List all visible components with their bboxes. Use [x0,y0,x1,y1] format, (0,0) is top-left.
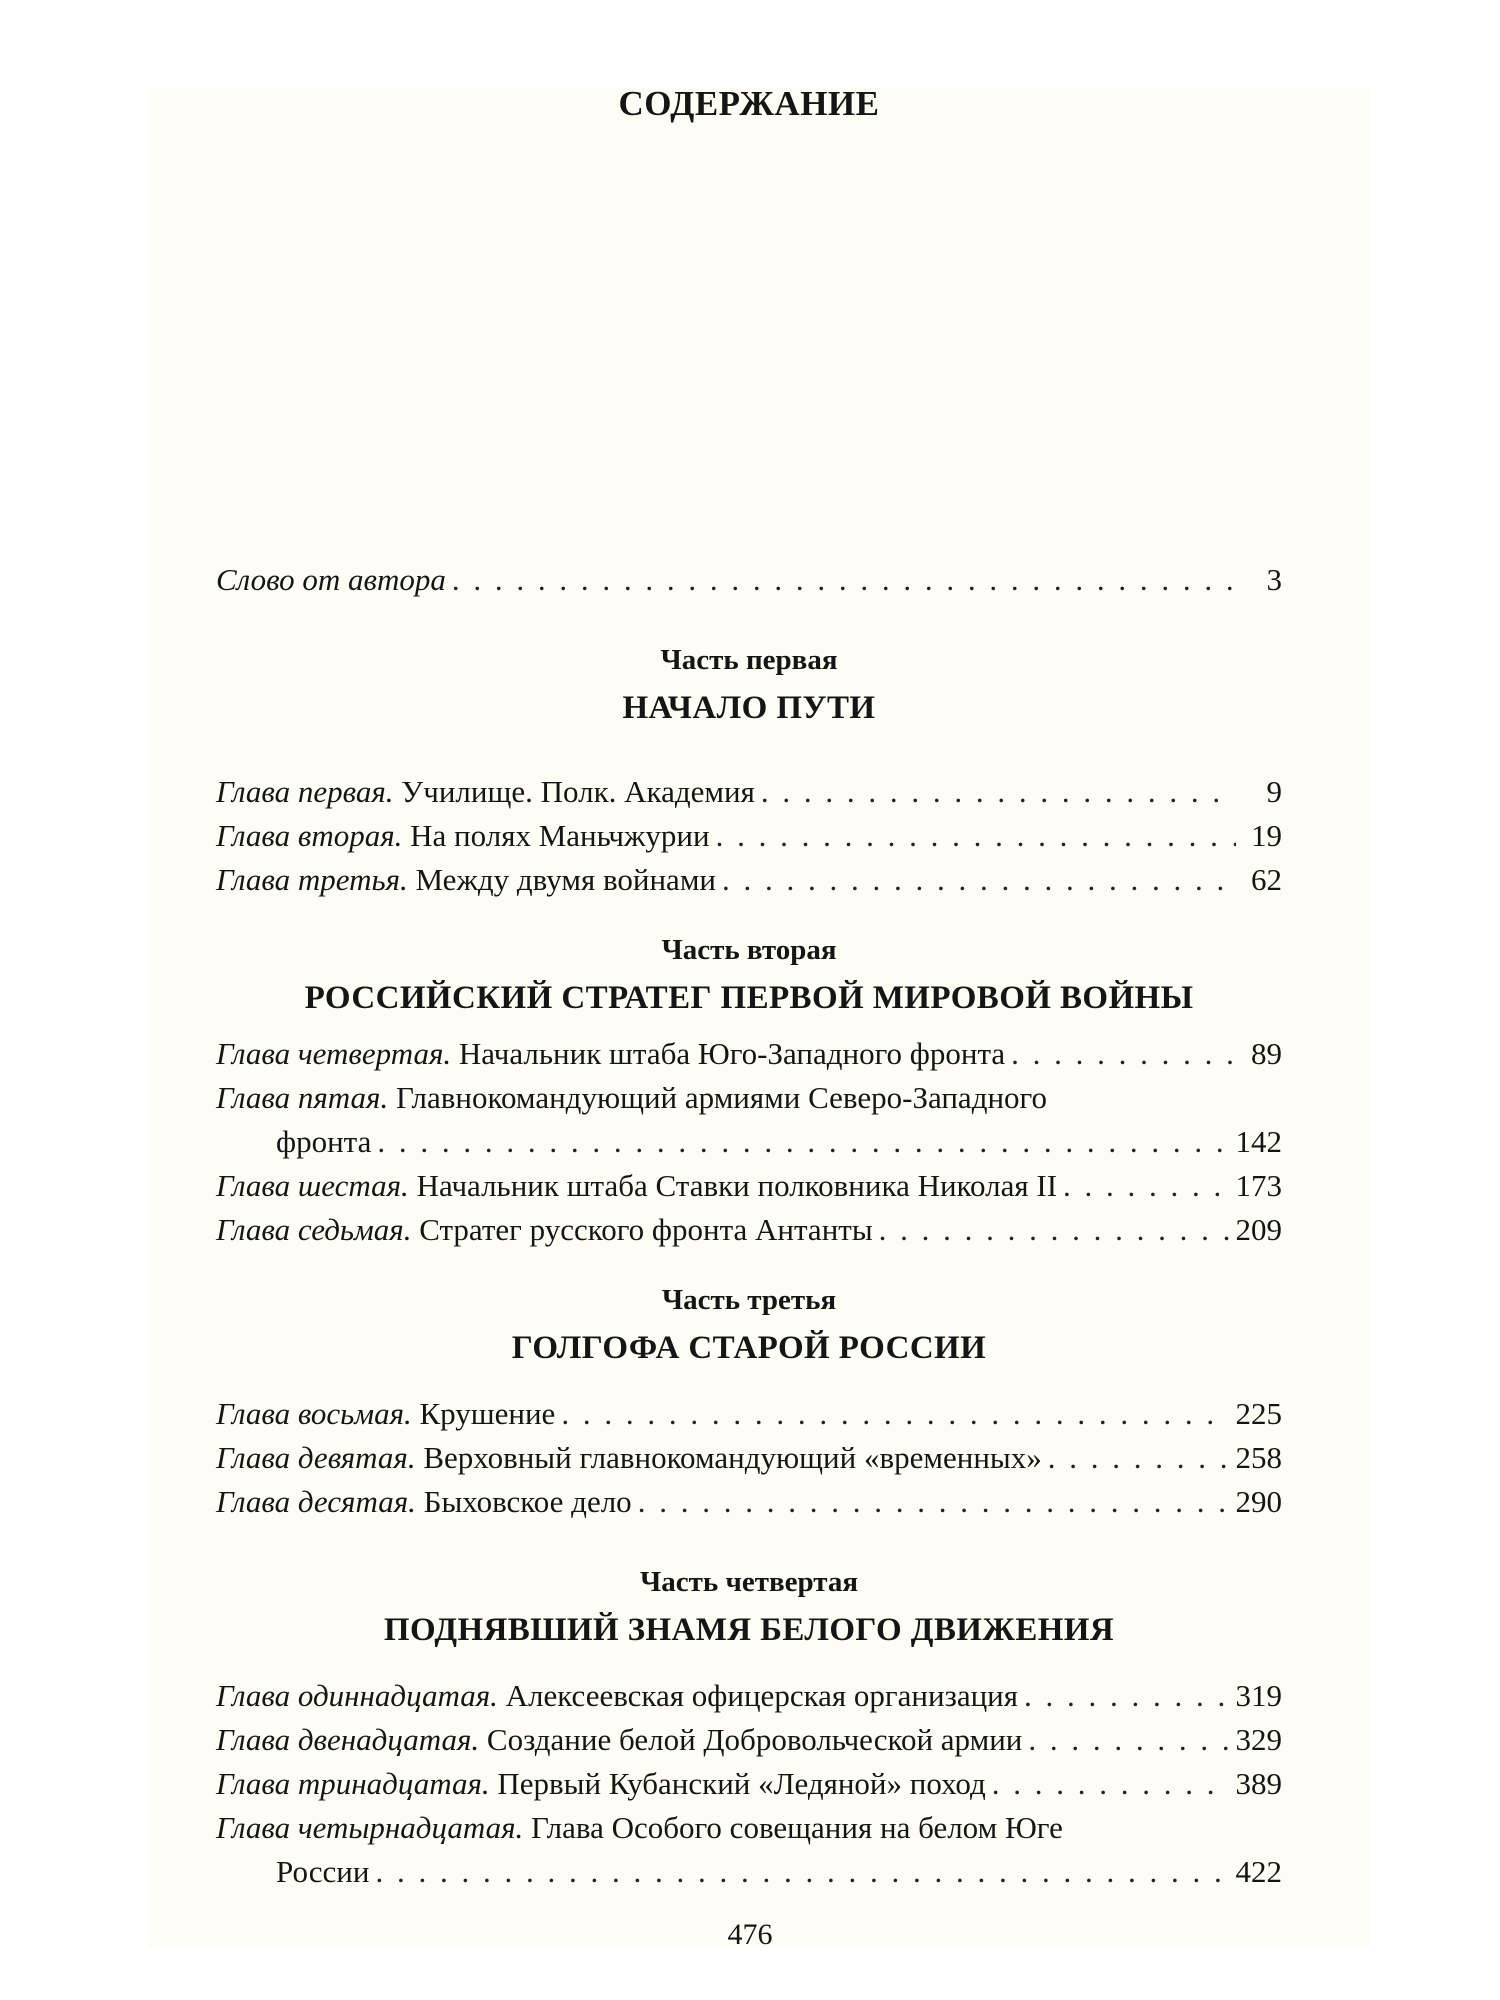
part-title: ПОДНЯВШИЙ ЗНАМЯ БЕЛОГО ДВИЖЕНИЯ [383,1612,1115,1648]
chapter-title-cont: России [276,1854,370,1889]
page-ref: 389 [1235,1766,1282,1801]
chapter-title: Главнокомандующий армиями Северо-Западного [395,1080,1047,1115]
page-ref: 62 [1251,862,1282,897]
page-ref: 329 [1235,1722,1282,1757]
leader-dots [1063,1164,1229,1208]
chapter-title: Крушение [419,1396,556,1431]
toc-entry[interactable] [216,1436,1282,1480]
table-of-contents [216,80,1282,1894]
chapter-title: На полях Маньчжурии [410,818,710,853]
chapter-label: Глава шестая. [216,1168,409,1203]
toc-entry[interactable] [216,1392,1282,1436]
chapter-title-cont: фронта [276,1124,372,1159]
chapter-title: Глава Особого совещания на белом Юге [531,1810,1063,1845]
toc-entry[interactable] [216,1480,1282,1524]
toc-entry-continuation[interactable] [216,1120,1282,1164]
toc-entry-first-line[interactable] [216,1806,1282,1850]
leader-dots [761,770,1236,814]
leader-dots [638,1480,1230,1524]
page-title: СОДЕРЖАНИЕ [618,84,880,123]
part-title: ГОЛГОФА СТАРОЙ РОССИИ [511,1330,987,1366]
page-ref: 173 [1235,1168,1282,1203]
chapter-label: Глава четырнадцатая. [216,1810,524,1845]
chapter-label: Глава восьмая. [216,1396,412,1431]
chapter-title: Быховское дело [423,1484,632,1519]
chapter-label: Глава седьмая. [216,1212,412,1247]
page-number: 476 [727,1918,773,1951]
chapter-label: Глава вторая. [216,818,403,853]
chapter-label: Глава девятая. [216,1440,416,1475]
leader-dots [377,1120,1229,1164]
chapter-title: Училище. Полк. Академия [401,774,755,809]
chapter-title: Создание белой Добровольческой армии [486,1722,1023,1757]
toc-entry[interactable] [216,814,1282,858]
leader-dots [879,1208,1230,1252]
toc-entry[interactable] [216,1032,1282,1076]
chapter-title: Между двумя войнами [415,862,717,897]
part-title: НАЧАЛО ПУТИ [622,690,876,726]
leader-dots [992,1762,1230,1806]
page-ref: 89 [1251,1036,1282,1071]
page-ref: 290 [1235,1484,1282,1519]
chapter-label: Глава тринадцатая. [216,1766,490,1801]
leader-dots [722,858,1236,902]
chapter-title: Начальник штаба Юго-Западного фронта [458,1036,1006,1071]
page-ref: 258 [1235,1440,1282,1475]
page-ref: 9 [1266,774,1282,809]
leader-dots [1048,1436,1230,1480]
toc-entry-continuation[interactable] [216,1850,1282,1894]
toc-entry[interactable] [216,1164,1282,1208]
toc-entry[interactable] [216,1762,1282,1806]
toc-entry[interactable] [216,1718,1282,1762]
part-label: Часть вторая [661,934,837,966]
toc-entry[interactable] [216,858,1282,902]
chapter-title: Алексеевская офицерская организация [505,1678,1019,1713]
toc-entry-foreword[interactable] [216,558,1282,602]
chapter-title: Стратег русского фронта Антанты [419,1212,873,1247]
part-title: РОССИЙСКИЙ СТРАТЕГ ПЕРВОЙ МИРОВОЙ ВОЙНЫ [304,980,1194,1016]
leader-dots [375,1850,1229,1894]
toc-entry-first-line[interactable] [216,1076,1282,1120]
chapter-label: Глава первая. [216,774,394,809]
chapter-label: Глава четвертая. [216,1036,452,1071]
page-ref: 225 [1235,1396,1282,1431]
chapter-title: Верховный главнокомандующий «временных» [423,1440,1042,1475]
chapter-title: Первый Кубанский «Ледяной» поход [497,1766,986,1801]
leader-dots [1028,1718,1229,1762]
part-label: Часть первая [660,644,838,676]
chapter-label: Глава пятая. [216,1080,389,1115]
leader-dots [561,1392,1229,1436]
foreword-label: Слово от автора [216,562,446,597]
page-ref: 19 [1251,818,1282,853]
leader-dots [716,814,1236,858]
chapter-label: Глава двенадцатая. [216,1722,480,1757]
page-ref: 319 [1235,1678,1282,1713]
leader-dots [452,558,1236,602]
toc-entry[interactable] [216,1208,1282,1252]
toc-entry[interactable] [216,1674,1282,1718]
page-ref: 142 [1235,1124,1282,1159]
toc-entry[interactable] [216,770,1282,814]
chapter-title: Начальник штаба Ставки полковника Николая II [416,1168,1058,1203]
chapter-label: Глава одиннадцатая. [216,1678,498,1713]
page-ref: 3 [1266,562,1282,597]
chapter-label: Глава третья. [216,862,408,897]
chapter-label: Глава десятая. [216,1484,416,1519]
part-label: Часть четвертая [639,1566,859,1598]
page-ref: 209 [1235,1212,1282,1247]
part-label: Часть третья [661,1284,837,1316]
page-ref: 422 [1235,1854,1282,1889]
leader-dots [1024,1674,1229,1718]
leader-dots [1011,1032,1236,1076]
